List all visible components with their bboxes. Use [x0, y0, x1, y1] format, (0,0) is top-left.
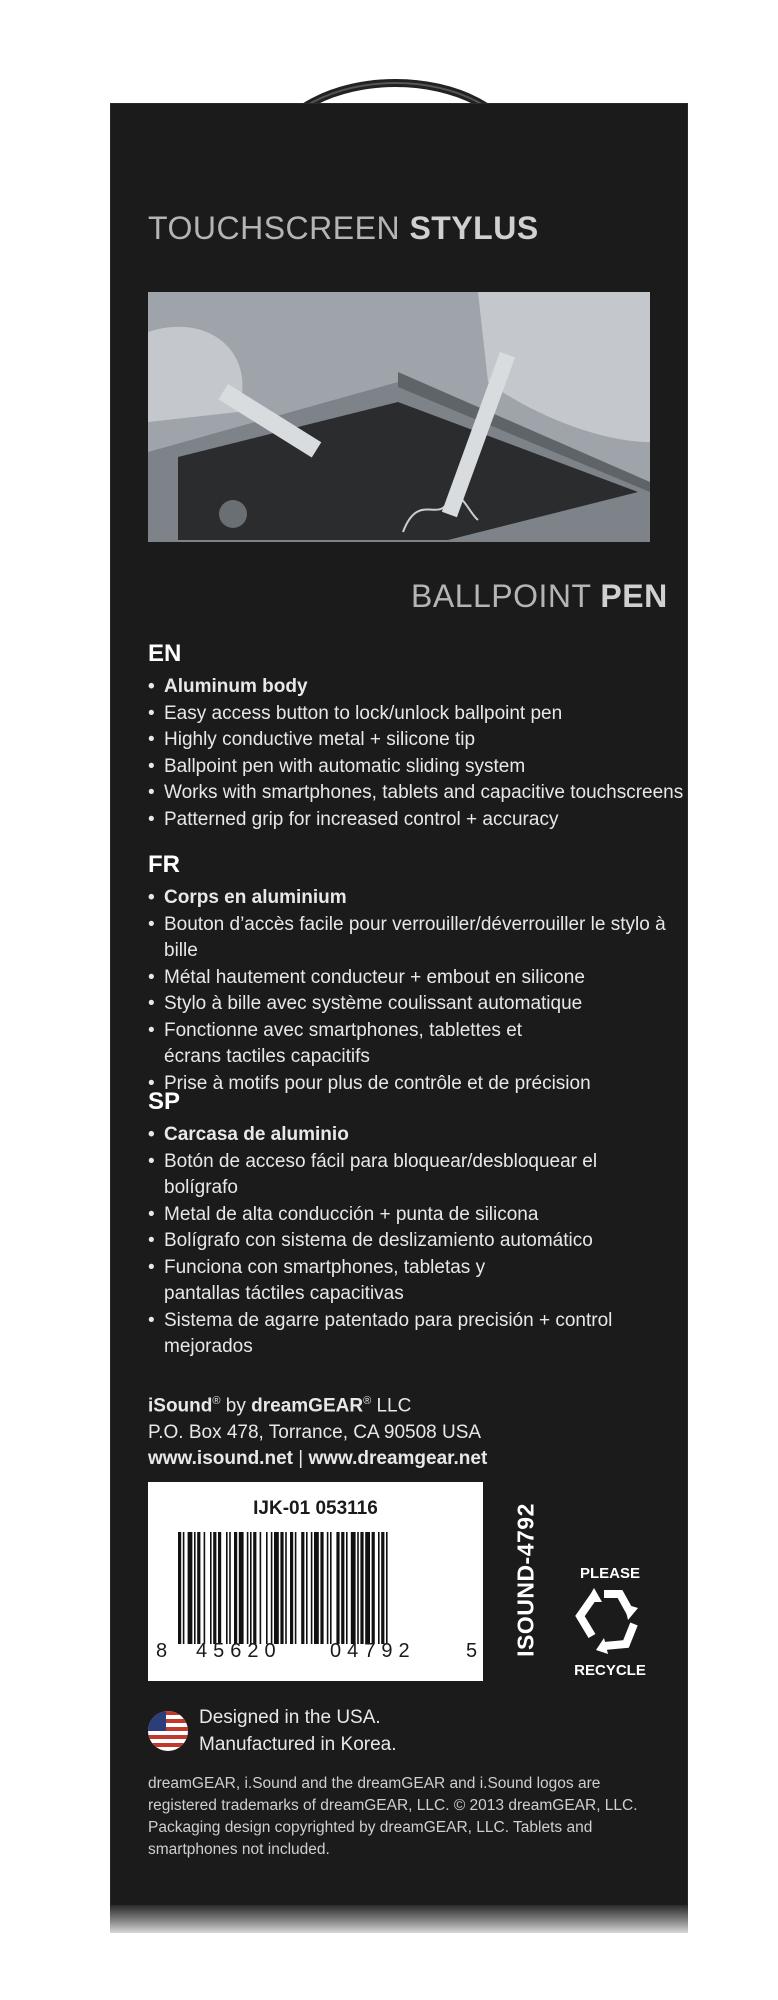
barcode-bar: [239, 1532, 244, 1644]
section-fr: [148, 851, 668, 1097]
feature-item: • Corps en aluminium: [148, 885, 668, 912]
barcode-bar: [178, 1532, 181, 1644]
barcode-bar: [183, 1532, 185, 1644]
lang-heading: FR: [148, 851, 180, 878]
us-flag-icon: [148, 1711, 188, 1751]
legal-text: dreamGEAR, i.Sound and the dreamGEAR and i.Sound logos are registered trademarks of dreamGEAR, LLC. © 2013 dreamGEAR, LLC. Packaging design copyrighted by dreamGEAR, LLC. Tablets and smartphones not included.: [148, 1775, 638, 1858]
barcode-bar: [346, 1532, 348, 1644]
feature-item: • Highly conductive metal + silicone tip: [148, 727, 683, 754]
barcode-bar: [311, 1532, 313, 1644]
feature-item: • Sistema de agarre patentado para precisión + control mejorados: [148, 1308, 668, 1361]
barcode-bar: [210, 1532, 212, 1644]
barcode-digit: 45620: [196, 1640, 282, 1662]
barcode-bar: [306, 1532, 308, 1644]
barcode-bar: [372, 1532, 375, 1644]
barcode-bar: [336, 1532, 339, 1644]
barcode-bar: [188, 1532, 193, 1644]
lang-heading: SP: [148, 1088, 181, 1115]
subtitle-light: BALLPOINT: [411, 578, 601, 614]
barcode-bar: [314, 1532, 319, 1644]
barcode-bar: [226, 1532, 228, 1644]
recycle-top: PLEASE: [579, 1565, 640, 1582]
feature-item: • Stylo à bille avec système coulissant automatique: [148, 991, 668, 1018]
barcode-bar: [351, 1532, 356, 1644]
barcode-bar: [357, 1532, 359, 1644]
by-text: by: [225, 1395, 246, 1417]
title-pen: [411, 578, 668, 615]
barcode-bar: [247, 1532, 249, 1644]
barcode-bars: [178, 1532, 453, 1644]
barcode-digit: 04792: [330, 1640, 416, 1662]
barcode-bar: [365, 1532, 370, 1644]
barcode-bar: [285, 1532, 287, 1644]
barcode-bar: [266, 1532, 268, 1644]
lang-heading: EN: [148, 640, 182, 667]
barcode-bar: [301, 1532, 304, 1644]
feature-item: • Fonctionne avec smartphones, tablettes et écrans tactiles capacitifs: [148, 1018, 564, 1071]
barcode-bar: [194, 1532, 196, 1644]
company-suffix: LLC: [376, 1395, 412, 1417]
barcode-bar: [260, 1532, 262, 1644]
barcode-bar: [386, 1532, 388, 1644]
website-link-dreamgear[interactable]: www.dreamgear.net: [308, 1448, 488, 1470]
barcode-bar: [274, 1532, 279, 1644]
feature-item: • Easy access button to lock/unlock ballpoint pen: [148, 701, 683, 728]
company-info: iSound® by dreamGEAR® LLC P.O. Box 478, Torrance, CA 90508 USA www.isound.net | www.dreamgear.net: [148, 1395, 488, 1470]
barcode-bar: [250, 1532, 252, 1644]
section-en: [148, 640, 683, 833]
barcode-bar: [327, 1532, 329, 1644]
feature-item: • Botón de acceso fácil para bloquear/desbloquear el bolígrafo: [148, 1149, 668, 1202]
title-bold: STYLUS: [409, 210, 539, 246]
title-light: TOUCHSCREEN: [148, 210, 410, 246]
barcode-bar: [253, 1532, 256, 1644]
subtitle-bold: PEN: [600, 578, 668, 614]
barcode-bar: [381, 1532, 384, 1644]
company-address: P.O. Box 478, Torrance, CA 90508 USA: [148, 1421, 482, 1443]
barcode-bar: [218, 1532, 221, 1644]
barcode-digit: 5: [466, 1640, 478, 1662]
origin-info: [199, 1705, 397, 1758]
recycle-badge: [560, 1565, 660, 1679]
title-stylus: [148, 210, 539, 247]
feature-item: • Bolígrafo con sistema de deslizamiento automático: [148, 1228, 668, 1255]
feature-item: • Carcasa de aluminio: [148, 1122, 668, 1149]
product-illustration: [148, 292, 650, 542]
barcode-bar: [197, 1532, 200, 1644]
feature-item: • Bouton d’accès facile pour verrouiller/déverrouiller le stylo à bille: [148, 912, 668, 965]
sku-code: ISOUND-4792: [512, 1503, 539, 1657]
barcode-box: [148, 1482, 483, 1681]
barcode-bar: [213, 1532, 216, 1644]
feature-item: • Prise à motifs pour plus de contrôle et de précision: [148, 1071, 668, 1098]
section-sp: [148, 1088, 668, 1361]
barcode-digit: 8: [156, 1640, 168, 1662]
barcode-bar: [378, 1532, 380, 1644]
feature-item: • Ballpoint pen with automatic sliding system: [148, 754, 683, 781]
barcode-bar: [295, 1532, 297, 1644]
barcode-bar: [290, 1532, 293, 1644]
origin-manufactured: Manufactured in Korea.: [199, 1733, 397, 1755]
recycle-bottom: RECYCLE: [574, 1662, 646, 1679]
barcode-code: IJK-01 053116: [253, 1498, 378, 1519]
barcode-bar: [330, 1532, 332, 1644]
panel-bottom-edge: [110, 1905, 688, 1933]
feature-item: • Works with smartphones, tablets and capacitive touchscreens: [148, 780, 683, 807]
barcode-bar: [320, 1532, 323, 1644]
origin-designed: Designed in the USA.: [199, 1707, 381, 1728]
feature-item: • Metal de alta conducción + punta de silicona: [148, 1202, 668, 1229]
barcode-bar: [234, 1532, 237, 1644]
barcode-bar: [280, 1532, 283, 1644]
feature-item: • Funciona con smartphones, tabletas y pantallas táctiles capacitivas: [148, 1255, 554, 1308]
recycle-icon: [570, 1586, 650, 1658]
barcode-bar: [229, 1532, 231, 1644]
barcode-bar: [204, 1532, 206, 1644]
barcode-bar: [271, 1532, 273, 1644]
website-link-isound[interactable]: www.isound.net: [148, 1448, 293, 1470]
feature-item: • Métal hautement conducteur + embout en silicone: [148, 965, 668, 992]
barcode-bar: [341, 1532, 344, 1644]
feature-item: • Patterned grip for increased control + accuracy: [148, 807, 683, 834]
barcode-bar: [360, 1532, 363, 1644]
maker-name: dreamGEAR: [251, 1395, 364, 1417]
brand-name: iSound: [148, 1395, 213, 1417]
feature-item: • Aluminum body: [148, 674, 683, 701]
